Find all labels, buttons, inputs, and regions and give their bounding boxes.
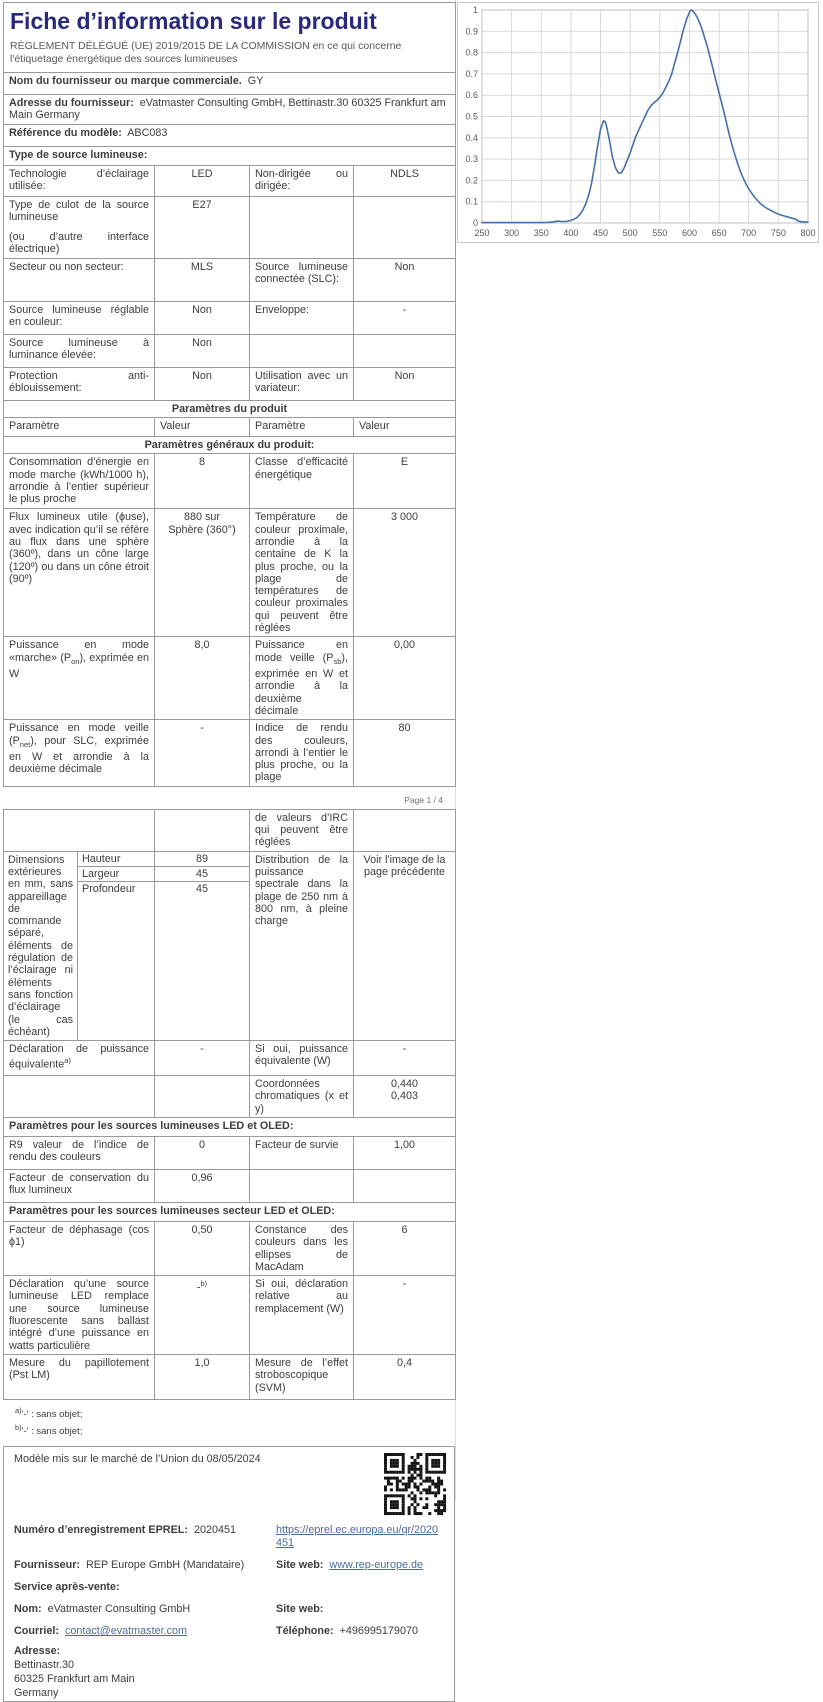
params-section-title: Paramètres du produit <box>4 400 456 417</box>
qr-code <box>384 1453 446 1515</box>
email-label: Courriel: <box>14 1625 59 1638</box>
svg-text:0.7: 0.7 <box>465 68 478 79</box>
table-row <box>4 400 456 417</box>
phone-value: +496995179070 <box>339 1625 418 1638</box>
svg-text:0.8: 0.8 <box>465 47 478 58</box>
led-oled-section-header: Paramètres pour les sources lumineuses LED et OLED: <box>4 1118 456 1137</box>
svg-text:750: 750 <box>770 228 786 238</box>
after-sales-label: Service après-vente: <box>14 1581 120 1594</box>
table-row: Secteur ou non secteur: MLS Source lumineuse connectée (SLC): Non <box>4 258 456 301</box>
svg-text:0.6: 0.6 <box>465 90 478 101</box>
table-row <box>4 73 456 95</box>
table-row: Source lumineuse à luminance élevée: Non <box>4 334 456 367</box>
table-row: Puissance en mode «marche» $(P_{on})$, exprimée en W 8,0 Puissance en mode veille $(P_{sb})$, exprimée en W et arrondie à la deuxième décimale 0,00 <box>4 637 456 720</box>
svg-text:800: 800 <box>800 228 816 238</box>
table-row: Déclaration de puissance équivalente$^{a)}$ - Si oui, puissance équivalente (W) - <box>4 1041 456 1076</box>
market-date-line: Modèle mis sur le marché de l’Union du 08/05/2024 <box>14 1453 261 1466</box>
footnote-a: $^{a)}$'-' : sans objet; <box>15 1405 83 1421</box>
regulation-subtitle: RÈGLEMENT DÉLÉGUÉ (UE) 2019/2015 DE LA COMMISSION en ce qui concerne l'étiquetage énergétique des sources lumineuses <box>10 40 402 65</box>
svg-text:1: 1 <box>472 5 478 15</box>
website-link[interactable]: www.rep-europe.de <box>329 1559 424 1572</box>
table-row: Flux lumineux utile (ϕuse), avec indication qu’il se réfère au flux dans une sphère (360º), dans un cône large (120º) ou dans un cône étroit (90º) 880 sur Sphère (360°) Température de couleur proximale, arrondie à la centaine de K la plus proche, ou la plage de températures de couleur proximales qui peuvent être réglées 3 000 <box>4 509 456 637</box>
document-left-column <box>3 2 455 1702</box>
dimensions-label: Dimensions extérieures en mm, sans appareillage de commande séparé, éléments de régulation de l’éclairage ni éléments sans fonction d’éclairage (le cas échéant) <box>4 852 78 1040</box>
website2-label: Site web: <box>276 1603 324 1616</box>
service-name-value: eVatmaster Consulting GmbH <box>47 1603 191 1616</box>
service-name-label: Nom: <box>14 1603 42 1616</box>
footer-supplier-value: REP Europe GmbH (Mandataire) <box>86 1559 245 1572</box>
dimension-values: 89 45 45 <box>155 851 250 1040</box>
footer-contact-box <box>3 1446 455 1702</box>
type-section-header: Type de source lumineuse: <box>9 148 148 161</box>
address-label: Adresse: <box>14 1645 61 1658</box>
address-block <box>14 1645 444 1700</box>
supplier-row <box>14 1559 444 1572</box>
table-row: Paramètre Valeur Paramètre Valeur <box>4 418 456 437</box>
table-row: R9 valeur de l’indice de rendu des couleurs 0 Facteur de survie 1,00 <box>4 1137 456 1170</box>
phone-label: Téléphone: <box>276 1625 334 1638</box>
product-parameters-table <box>3 400 456 787</box>
eprel-link[interactable]: https://eprel.ec.europa.eu/qr/2020451 <box>276 1524 439 1550</box>
product-parameters-table-page2 <box>3 809 456 1400</box>
model-reference-label: Référence du modèle: <box>9 126 122 139</box>
table-row: Facteur de conservation du flux lumineux 0,96 <box>4 1170 456 1203</box>
table-row: Technologie d’éclairage utilisée: LED Non-dirigée ou dirigée: NDLS <box>4 165 456 196</box>
supplier-name-label: Nom du fournisseur ou marque commerciale. <box>9 75 242 87</box>
eprel-value: 2020451 <box>193 1524 237 1537</box>
page-title: Fiche d’information sur le produit <box>10 8 377 34</box>
svg-text:0.1: 0.1 <box>465 196 478 207</box>
table-row: Source lumineuse réglable en couleur: Non Enveloppe: - <box>4 301 456 334</box>
eprel-label: Numéro d’enregistrement EPREL: <box>14 1524 188 1537</box>
svg-text:400: 400 <box>563 228 579 238</box>
general-params-title: Paramètres généraux du produit: <box>4 437 456 454</box>
svg-text:250: 250 <box>474 228 490 238</box>
table-row <box>4 1118 456 1137</box>
page-break-gap <box>3 787 455 809</box>
footnotes <box>15 1404 455 1438</box>
email-link[interactable]: contact@evatmaster.com <box>65 1625 187 1638</box>
footnote-b: $^{b)}$'-' : sans objet; <box>15 1423 83 1438</box>
light-source-type-table <box>3 165 456 401</box>
table-row: de valeurs d’IRC qui peuvent être réglées <box>4 809 456 851</box>
table-row: Déclaration qu’une source lumineuse LED remplace une source lumineuse fluorescente sans ballast intégré d’une puissance en watts particulière -$^{b)}$ Si oui, déclaration relative au remplacement (W) - <box>4 1276 456 1355</box>
svg-text:600: 600 <box>681 228 698 238</box>
table-row <box>4 146 456 165</box>
supplier-address-label: Adresse du fournisseur: <box>9 97 134 109</box>
spectral-power-distribution-chart <box>457 2 819 243</box>
svg-text:0.5: 0.5 <box>465 111 478 122</box>
table-row: Facteur de déphasage (cos ϕ1) 0,50 Constance des couleurs dans les ellipses de MacAdam 6 <box>4 1222 456 1276</box>
address-line: 60325 Frankfurt am Main <box>14 1673 135 1686</box>
header-table <box>3 2 456 166</box>
address-line: Germany <box>14 1687 59 1700</box>
service-name-row <box>14 1603 444 1616</box>
table-row <box>4 437 456 454</box>
table-row <box>4 124 456 146</box>
model-reference-value: ABC083 <box>127 126 168 139</box>
after-sales-row <box>14 1581 444 1594</box>
svg-text:450: 450 <box>592 228 609 238</box>
chart-canvas <box>458 3 818 242</box>
footer-supplier-label: Fournisseur: <box>14 1559 80 1572</box>
table-row: Puissance en mode veille $(P_{net})$, pour SLC, exprimée en W et arrondie à la deuxième décimale - Indice de rendu des couleurs, arrondi à l’entier le plus proche, ou la plage 80 <box>4 720 456 786</box>
svg-text:550: 550 <box>652 228 668 238</box>
svg-text:300: 300 <box>504 228 520 238</box>
table-row: Type de culot de la source lumineuse (ou d’autre interface électrique) E27 <box>4 196 456 258</box>
table-row: Mesure du papillotement (Pst LM) 1,0 Mesure de l’effet stroboscopique (SVM) 0,4 <box>4 1354 456 1399</box>
table-row <box>4 1203 456 1222</box>
table-row <box>4 3 456 73</box>
contact-row <box>14 1625 444 1638</box>
svg-text:500: 500 <box>622 228 638 238</box>
table-row: Dimensions extérieures en mm, sans appareillage de commande séparé, éléments de régulation de l’éclairage ni éléments sans fonction d’éclairage (le cas échéant) Hauteur Largeur Profondeur 89 45 45 Distribution de la puissance spectrale dans la plage de 250 nm à 800 nm, à pleine charge Voir l'image de la page précédente <box>4 851 456 1040</box>
website-label: Site web: <box>276 1559 324 1572</box>
address-line: Bettinastr.30 <box>14 1659 75 1672</box>
svg-text:350: 350 <box>533 228 549 238</box>
svg-text:0: 0 <box>472 218 478 228</box>
table-row: Consommation d’énergie en mode marche (kWh/1000 h), arrondie à l’entier supérieur le plus proche 8 Classe d’efficacité énergétique E <box>4 454 456 509</box>
svg-text:0.3: 0.3 <box>465 154 478 165</box>
svg-text:650: 650 <box>711 228 727 238</box>
table-row <box>4 95 456 125</box>
table-row: Coordonnées chromatiques (x et y) 0,440 0,403 <box>4 1076 456 1118</box>
mains-led-oled-section-header: Paramètres pour les sources lumineuses secteur LED et OLED: <box>4 1203 456 1222</box>
svg-text:0.2: 0.2 <box>465 175 478 186</box>
svg-text:700: 700 <box>741 228 757 238</box>
table-row: Protection anti-éblouissement: Non Utilisation avec un variateur: Non <box>4 367 456 400</box>
svg-text:0.9: 0.9 <box>465 26 478 37</box>
dimension-names: Hauteur Largeur Profondeur <box>78 852 154 1040</box>
page-number: Page 1 / 4 <box>404 794 443 805</box>
svg-text:0.4: 0.4 <box>465 132 478 143</box>
supplier-name-value: GY <box>247 75 264 87</box>
eprel-row <box>14 1524 444 1550</box>
supplier-address-value: eVatmaster Consulting GmbH, Bettinastr.30 60325 Frankfurt am Main Germany <box>9 97 446 122</box>
